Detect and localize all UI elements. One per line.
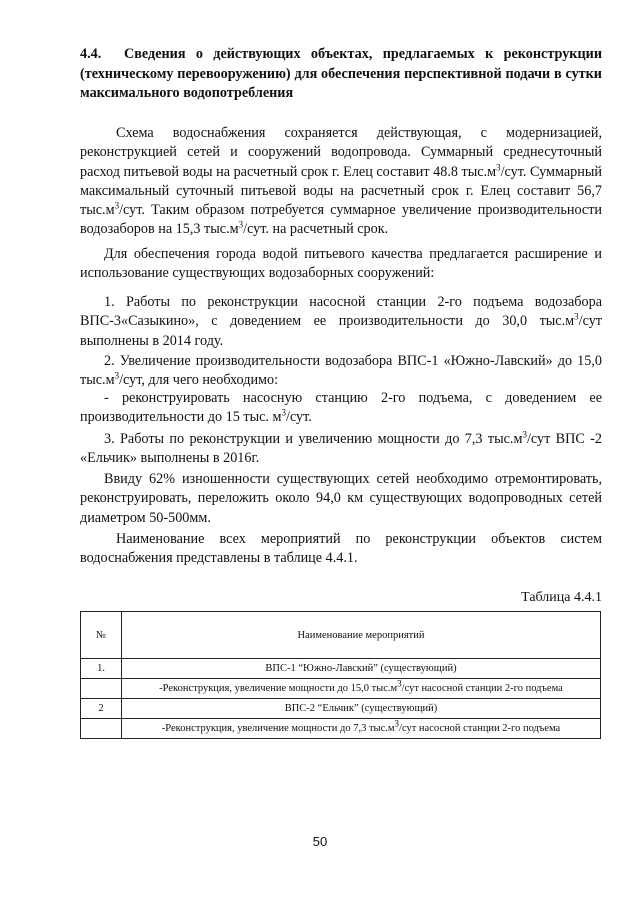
table-cell-number (81, 719, 122, 739)
text-fragment: 1. Работы по реконструкции насосной станции 2-го подъема водозабора ВПС-3«Сазыкино», с доведением ее производительности до 30,0 тыс.м (80, 294, 602, 330)
superscript: 3 (114, 200, 120, 211)
text-fragment: - реконструировать насосную станцию 2-го подъема, с доведением ее производительности до 15 тыс. м (80, 390, 602, 426)
text-fragment: /сут выполнены в 2014 году. (80, 313, 602, 349)
text-fragment: /сут. (286, 409, 312, 426)
paragraph-item-2-sub (80, 389, 602, 428)
superscript: 3 (394, 718, 400, 729)
table-row (81, 679, 601, 699)
table-header-row (81, 612, 601, 659)
superscript: 3 (281, 407, 286, 418)
paragraph-supply: Для обеспечения города водой питьевого качества предлагается расширение и использование существующих водозаборных сооружений: (80, 246, 602, 282)
text-fragment: 2. Увеличение производительности водозабора ВПС-1 «Южно-Лавский» до 15,0 тыс.м (80, 353, 602, 389)
superscript: 3 (397, 678, 402, 689)
text-fragment: /сут насосной станции 2-го подъема (401, 683, 563, 694)
text-fragment: /сут, для чего необходимо: (119, 372, 279, 389)
text-fragment: /сут. на расчетный срок. (243, 221, 389, 238)
paragraph-item-1 (80, 293, 602, 351)
page-number: 50 (312, 834, 328, 849)
text-fragment: -Реконструкция, увеличение мощности до 7,3 тыс.м (161, 723, 395, 734)
table-cell-name (122, 719, 601, 739)
text-fragment: 3. Работы по реконструкции и увеличению мощности до 7,3 тыс.м (104, 431, 523, 447)
paragraph-item-3 (80, 430, 602, 469)
table-cell-name (122, 679, 601, 699)
table-row (81, 719, 601, 739)
table-cell-number (81, 679, 122, 699)
superscript: 3 (238, 219, 244, 230)
superscript: 3 (574, 311, 579, 322)
column-header-name: Наименование мероприятий (122, 612, 601, 659)
paragraph-table-ref: Наименование всех мероприятий по реконструкции объектов систем водоснабжения представлены в таблице 4.4.1. (80, 531, 602, 567)
table-cell-number: 2 (81, 699, 122, 719)
text-fragment: /сут ВПС -2 «Ельчик» выполнены в 2016г. (80, 431, 602, 467)
paragraph-item-2 (80, 352, 602, 391)
table-caption: Таблица 4.4.1 (521, 590, 602, 605)
table-row (81, 699, 601, 719)
text-fragment: Схема водоснабжения сохраняется действующая, с модернизацией, реконструкцией сетей и сооружений водопровода. Суммарный среднесуточный расход питьевой воды на расчетный срок г. Елец составит 48.8 тыс.м (80, 125, 602, 180)
superscript: 3 (114, 370, 120, 381)
text-fragment: -Реконструкция, увеличение мощности до 15,0 тыс.м (159, 683, 398, 694)
superscript: 3 (522, 429, 527, 440)
section-heading (80, 45, 602, 104)
table-cell-number: 1. (81, 659, 122, 679)
paragraph-networks: Ввиду 62% изношенности существующих сетей необходимо отремонтировать, реконструировать, переложить около 94,0 км существующих водопроводных сетей диаметром 50-500мм. (80, 471, 602, 526)
text-fragment: /сут насосной станции 2-го подъема (399, 723, 561, 734)
table-row (81, 659, 601, 679)
paragraph-scheme (80, 124, 602, 240)
measures-table (80, 611, 601, 739)
section-title: Сведения о действующих объектах, предлагаемых к реконструкции (техническому перевооружению) для обеспечения перспективной подачи в сутки максимального водопотребления (80, 46, 602, 101)
text-fragment: /сут. Таким образом потребуется суммарное увеличение производительности водозаборов на 15,3 тыс.м (80, 202, 602, 238)
column-header-number: № (81, 612, 122, 659)
table-cell-name: ВПС-2 “Ельчик” (существующий) (122, 699, 601, 719)
table-cell-name: ВПС-1 “Южно-Лавский” (существующий) (122, 659, 601, 679)
section-number: 4.4. (80, 46, 102, 62)
text-fragment: /сут. Суммарный максимальный суточный питьевой воды на расчетный срок г. Елец составит 56,7 тыс.м (80, 163, 602, 219)
superscript: 3 (496, 161, 501, 172)
